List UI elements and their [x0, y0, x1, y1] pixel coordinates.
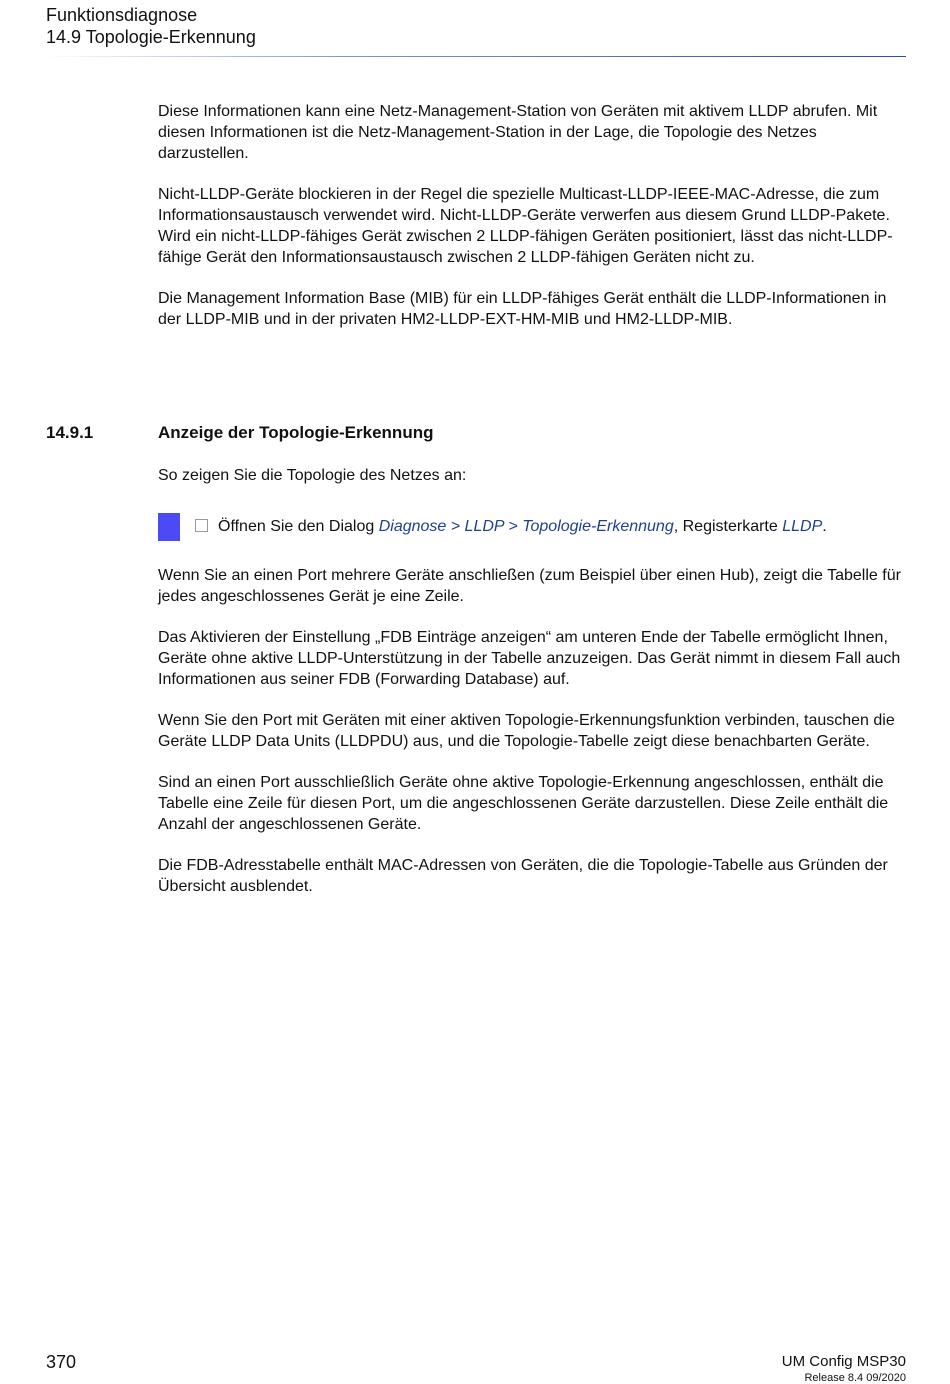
- tab-name: LLDP: [782, 518, 823, 535]
- paragraph: Sind an einen Port ausschließlich Geräte ohne aktive Topologie-Erkennung angeschlossen, enthält die Tabelle eine Zeile für diesen Port, um die angeschlossenen Geräte darzustellen. Diese Zeile enthält die Anzahl der angeschlossenen Geräte.: [158, 774, 889, 833]
- dialog-path: Diagnose > LLDP > Topologie-Erkennung: [378, 518, 674, 535]
- paragraph: Die FDB-Adresstabelle enthält MAC-Adressen von Geräten, die die Topologie-Tabelle aus Gründen der Übersicht ausblendet.: [158, 857, 888, 895]
- paragraph: Wenn Sie den Port mit Geräten mit einer aktiven Topologie-Erkennungsfunktion verbinden, tauschen die Geräte LLDP Data Units (LLDPDU) aus, und die Topologie-Tabelle zeigt diese benachbarten Geräte.: [158, 712, 895, 750]
- step-suffix: .: [822, 518, 827, 535]
- step-text: [218, 516, 827, 537]
- section-body: [158, 465, 908, 917]
- page-number: 370: [46, 1352, 77, 1372]
- section-number: 14.9.1: [46, 423, 94, 442]
- step-marker-icon: [158, 513, 180, 541]
- header-divider: [46, 56, 906, 57]
- intro-text: [158, 101, 908, 350]
- header-section: 14.9 Topologie-Erkennung: [46, 27, 256, 47]
- header-chapter: Funktionsdiagnose: [46, 5, 198, 25]
- paragraph: Wenn Sie an einen Port mehrere Geräte anschließen (zum Beispiel über einen Hub), zeigt die Tabelle für jedes angeschlossenes Gerät je eine Zeile.: [158, 567, 901, 605]
- step-prefix: Öffnen Sie den Dialog: [218, 518, 379, 535]
- paragraph: Das Aktivieren der Einstellung „FDB Einträge anzeigen“ am unteren Ende der Tabelle ermöglicht Ihnen, Geräte ohne aktive LLDP-Unterstützung in der Tabelle anzuzeigen. Das Gerät nimmt in diesem Fall auch Informationen aus seiner FDB (Forwarding Database) auf.: [158, 629, 901, 688]
- paragraph: Diese Informationen kann eine Netz-Management-Station von Geräten mit aktivem LLDP abrufen. Mit diesen Informationen ist die Netz-Management-Station in der Lage, die Topologie des Netzes darzustellen.: [158, 103, 878, 162]
- release-info: Release 8.4 09/2020: [804, 1372, 906, 1384]
- page-header: [46, 4, 256, 48]
- doc-title: UM Config MSP30: [781, 1353, 906, 1370]
- checkbox-icon[interactable]: [195, 519, 208, 532]
- section-title: Anzeige der Topologie-Erkennung: [158, 423, 434, 442]
- instruction-step: [158, 516, 908, 537]
- step-middle: , Registerkarte: [673, 518, 783, 535]
- section-lead: So zeigen Sie die Topologie des Netzes an:: [158, 467, 467, 484]
- paragraph: Nicht-LLDP-Geräte blockieren in der Regel die spezielle Multicast-LLDP-IEEE-MAC-Adresse, die zum Informationsaustausch verwendet wird. Nicht-LLDP-Geräte verwerfen aus diesem Grund LLDP-Pakete. Wird ein nicht-LLDP-fähiges Gerät zwischen 2 LLDP-fähigen Geräten positioniert, lässt das nicht-LLDP-fähige Gerät den Informationsaustausch zwischen 2 LLDP-fähigen Geräten nicht zu.: [158, 186, 893, 266]
- paragraph: Die Management Information Base (MIB) für ein LLDP-fähiges Gerät enthält die LLDP-Informationen in der LLDP-MIB und in der privaten HM2-LLDP-EXT-HM-MIB und HM2-LLDP-MIB.: [158, 290, 887, 328]
